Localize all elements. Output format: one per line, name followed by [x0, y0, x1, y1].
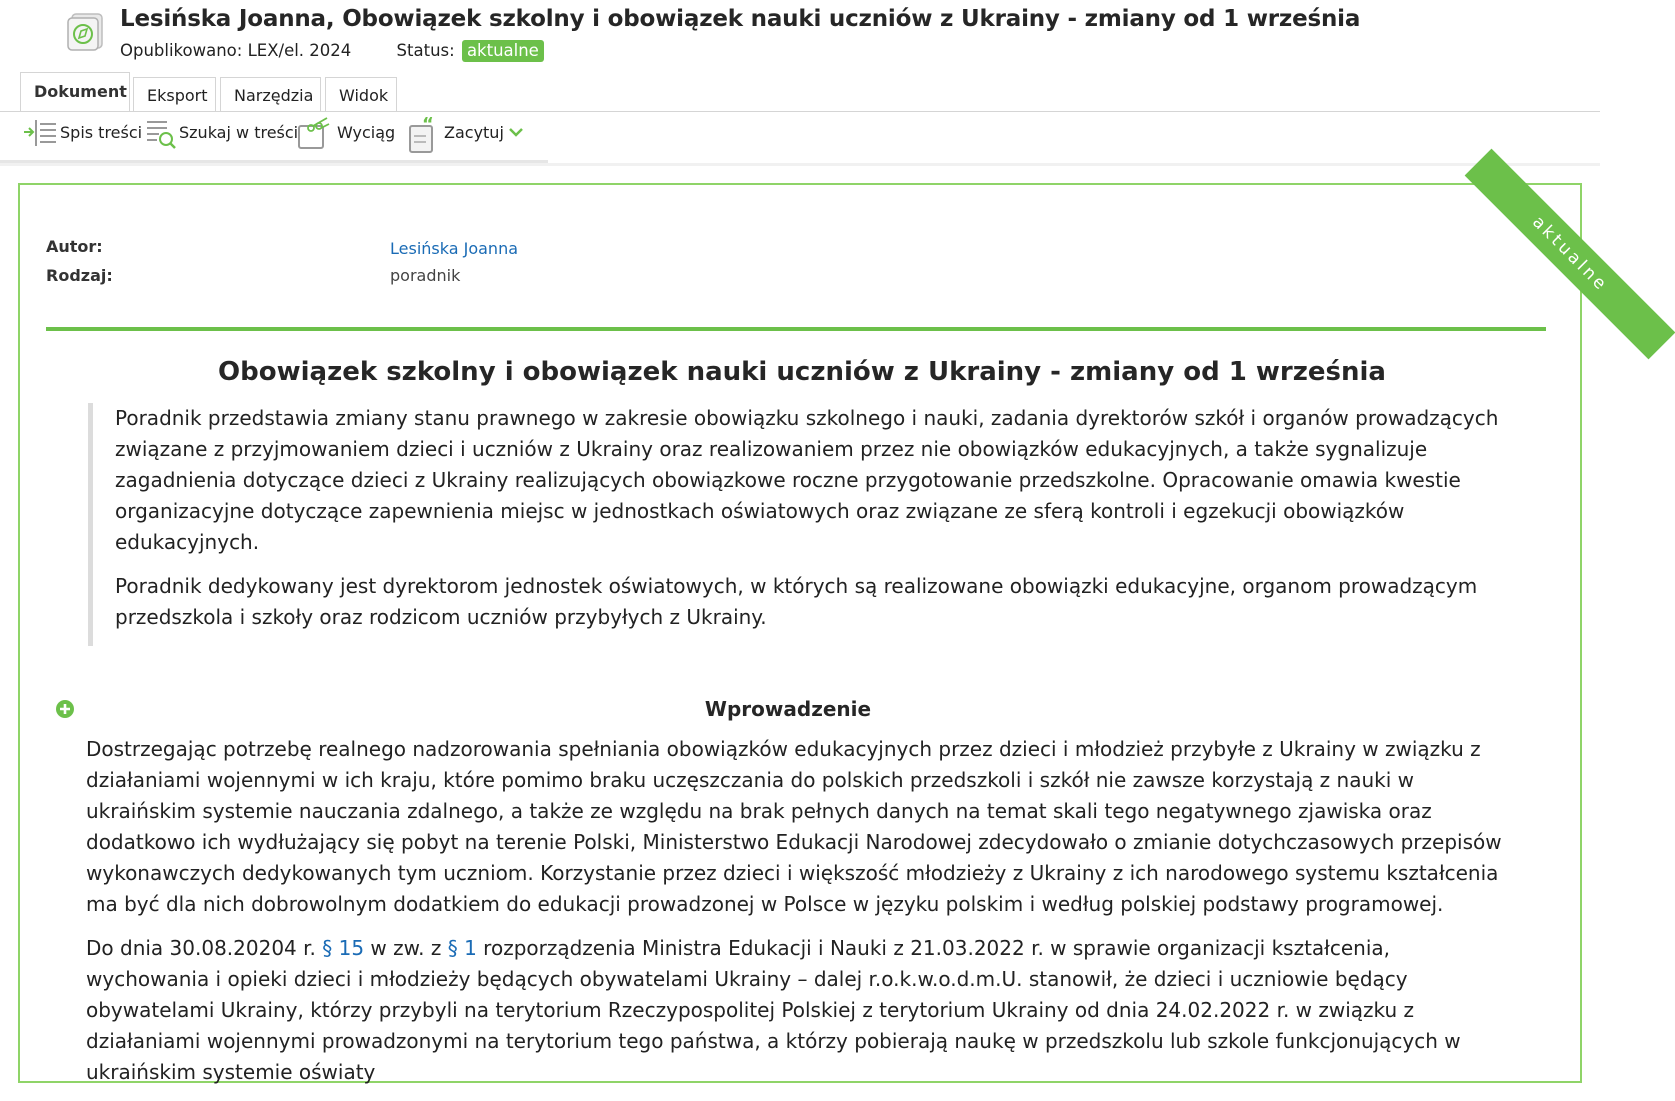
search-in-text-button[interactable] — [145, 112, 299, 160]
status-ribbon — [1380, 185, 1612, 385]
toc-label: Spis treści — [60, 123, 143, 142]
document-card — [18, 183, 1612, 1084]
abstract-paragraph: Poradnik dedykowany jest dyrektorom jednostek oświatowych, w których są realizowane obowiązki edukacyjne, organom prowadzącym przedszkola i szkoły oraz rodzicom uczniów przybyłych z Ukrainy. — [115, 574, 1478, 629]
document-title: Lesińska Joanna, Obowiązek szkolny i obowiązek nauki uczniów z Ukrainy - zmiany od 1 września — [120, 6, 1361, 32]
paragraph-1-link[interactable]: § 1 — [447, 936, 477, 960]
extract-button[interactable] — [297, 112, 397, 160]
document-meta — [120, 40, 544, 62]
document-type-icon — [66, 12, 106, 52]
body-text-fragment: w zw. z — [364, 936, 448, 960]
type-value: poradnik — [390, 266, 461, 285]
document-toolbar — [0, 112, 548, 162]
section-heading: Wprowadzenie — [704, 697, 872, 721]
tab-widok[interactable]: Widok — [325, 77, 397, 111]
chevron-down-icon[interactable] — [508, 126, 524, 138]
search-in-text-label: Szukaj w treści — [179, 123, 299, 142]
published-info: Opublikowano: LEX/el. 2024 — [120, 41, 352, 60]
status-ribbon-label: aktualne — [1465, 149, 1675, 360]
quote-icon — [408, 116, 440, 154]
document-heading: Obowiązek szkolny i obowiązek nauki uczniów z Ukrainy - zmiany od 1 września — [218, 357, 1386, 387]
tab-narzedzia[interactable]: Narzędzia — [220, 77, 321, 111]
body-paragraph: Dostrzegając potrzebę realnego nadzorowania spełniania obowiązków edukacyjnych przez dzieci i młodzież przybyłe z Ukrainy w związku z działaniami wojennymi w ich kraju, które pomimo braku uczęszczania do polskich przedszkoli i szkół nie zawsze korzystają z nauki w ukraińskim systemie nauczania zdalnego, a także ze względu na brak pełnych danych na temat skali tego negatywnego zjawiska oraz dodatkowo ich wydłużający się pobyt na terenie Polski, Ministerstwo Edukacji Narodowej zdecydowało o zmianie dotychczasowych przepisów wykonawczych dedykowanych tym uczniom. Korzystanie przez dzieci i większość młodzieży z Ukrainy z ich narodowego systemu kształcenia ma być dla nich dobrowolnym dodatkiem do edukacji prowadzonej w Polsce w języku polskim i według polskiej podstawy programowej. — [86, 737, 1502, 916]
cite-button[interactable] — [408, 112, 533, 160]
body-text-fragment: Do dnia 30.08.20204 r. — [86, 936, 323, 960]
status-label: Status: — [396, 41, 455, 60]
scissors-icon — [297, 116, 331, 152]
body-paragraph — [86, 933, 1506, 1088]
type-label: Rodzaj: — [46, 266, 113, 285]
table-of-contents-icon — [22, 116, 58, 150]
tab-dokument[interactable]: Dokument — [20, 72, 130, 112]
status-badge: aktualne — [462, 40, 544, 62]
paragraph-15-link[interactable]: § 15 — [322, 936, 365, 960]
header-rule — [46, 327, 1546, 331]
abstract — [88, 403, 1508, 646]
svg-text:“: “ — [422, 114, 434, 135]
toc-button[interactable] — [22, 112, 143, 160]
tab-eksport[interactable]: Eksport — [133, 77, 216, 111]
search-text-icon — [145, 116, 179, 152]
header-shadow — [0, 163, 1600, 166]
document-body — [86, 734, 1506, 1101]
body-text-fragment: rozporządzenia Ministra Edukacji i Nauki z 21.03.2022 r. w sprawie organizacji kształcenia, wychowania i opieki dzieci i młodzieży będących obywatelami Ukrainy – dalej r.o.k.w.o.d.m.U. stanowił, że dzieci i uczniowie będący obywatelami Ukrainy, którzy przybyli na terytorium Rzeczypospolitej Polskiej z terytorium Ukrainy od dnia 24.02.2022 r. w związku z działaniami wojennymi prowadzonymi na terytorium tego państwa, a którzy pobierają naukę w przedszkolu lub szkole funkcjonujących w ukraińskim systemie oświaty — [86, 936, 1461, 1084]
cite-label: Zacytuj — [444, 123, 504, 142]
author-link[interactable]: Lesińska Joanna — [390, 239, 519, 258]
extract-label: Wyciąg — [337, 123, 396, 142]
abstract-paragraph: Poradnik przedstawia zmiany stanu prawnego w zakresie obowiązku szkolnego i nauki, zadania dyrektorów szkół i organów prowadzących związane z przyjmowaniem dzieci i uczniów z Ukrainy oraz realizowaniem przez nie obowiązków edukacyjnych, a także sygnalizuje zagadnienia dotyczące dzieci z Ukrainy realizujących obowiązkowe roczne przygotowanie przedszkolne. Opracowanie omawia kwestie organizacyjne dotyczące zapewnienia miejsc w jednostkach oświatowych oraz związane ze sferą kontroli i egzekucji obowiązków edukacyjnych. — [115, 406, 1499, 554]
author-label: Autor: — [46, 237, 103, 256]
